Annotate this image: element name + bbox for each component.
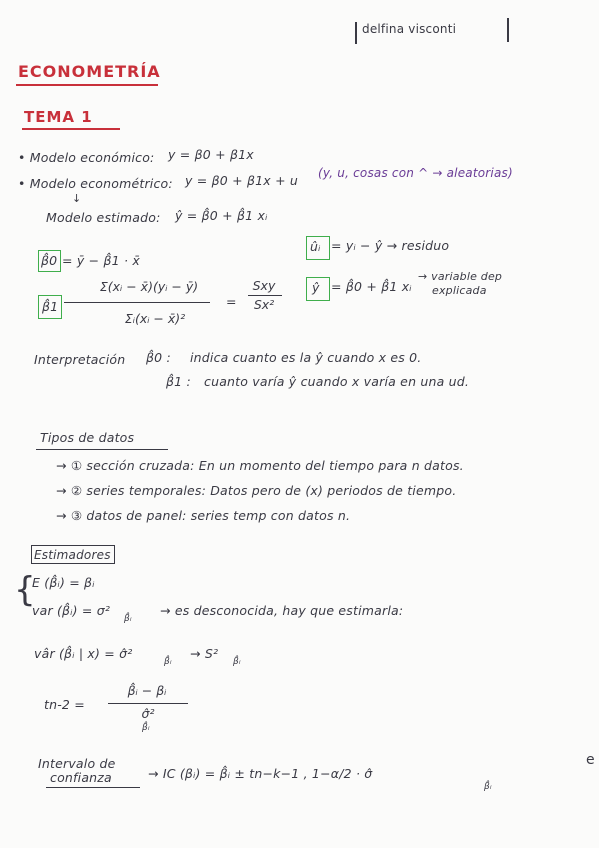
tipos-underline (36, 449, 168, 450)
b1-numerator: Σ(xᵢ − x̄)(yᵢ − ȳ) (99, 279, 199, 294)
author-bar-right (507, 18, 509, 42)
modelo-econometrico-label: • Modelo econométrico: (18, 176, 173, 191)
yhat-note-2: explicada (432, 284, 487, 297)
author-name: delfina visconti (362, 22, 457, 36)
estimadores-heading: Estimadores (34, 548, 111, 562)
variance-estimate-arrow-sub: β̂ᵢ (233, 657, 241, 667)
intervalo-formula-sub: β̂ᵢ (484, 782, 492, 792)
sxy-denominator: Sx² (253, 297, 275, 312)
expectation-line: E (β̂ᵢ) = βᵢ (32, 575, 95, 590)
b0-box-label: β̂0 (41, 253, 58, 268)
variance-estimate: vâr (β̂ᵢ | x) = σ̂² (34, 646, 133, 661)
b1-fraction-bar (64, 302, 210, 303)
tipos-item-3: → ③ datos de panel: series temp con datos n. (56, 508, 351, 523)
yhat-equation: = β̂0 + β̂1 xᵢ (331, 279, 412, 294)
variance-estimate-arrow: → S² (190, 646, 219, 661)
b0-equation: = ȳ − β̂1 · x̄ (62, 253, 140, 268)
modelo-economico-eq: y = β0 + β1x (168, 147, 254, 162)
u-box-label: ûᵢ (310, 239, 321, 254)
page-title: ECONOMETRÍA (18, 62, 161, 81)
t-statistic-bar (108, 703, 188, 704)
sxy-numerator: Sxy (252, 278, 276, 293)
yhat-note-1: → variable dep (418, 270, 503, 283)
yhat-box-label: ŷ (312, 280, 320, 295)
modelo-estimado-label: Modelo estimado: (46, 210, 161, 225)
curly-brace: { (14, 570, 36, 610)
variance-note: → es desconocida, hay que estimarla: (160, 603, 404, 618)
intervalo-label-1: Intervalo de (38, 756, 116, 771)
section-underline (22, 128, 120, 130)
b1-equals: = (226, 294, 237, 309)
tipos-item-2: → ② series temporales: Datos pero de (x) periodos de tiempo. (56, 483, 457, 498)
title-underline (16, 84, 158, 86)
tipos-item-1: → ① sección cruzada: En un momento del tiempo para n datos. (56, 458, 464, 473)
arrow-down: ↓ (72, 192, 82, 205)
estimadores-box (31, 545, 115, 564)
u-equation: = yᵢ − ŷ → residuo (331, 238, 450, 253)
t-statistic-denominator: σ̂² (141, 706, 155, 721)
intervalo-formula: → IC (βᵢ) = β̂ᵢ ± tn−k−1 , 1−α/2 · σ̂ (148, 766, 373, 781)
intervalo-label-2: confianza (50, 770, 112, 785)
modelo-estimado-eq: ŷ = β̂0 + β̂1 xᵢ (175, 208, 268, 223)
variance-estimate-sub: β̂ᵢ (164, 657, 172, 667)
modelo-economico-label: • Modelo económico: (18, 150, 155, 165)
intervalo-underline (46, 787, 140, 788)
section-title: TEMA 1 (24, 108, 93, 126)
interpretacion-b0-term: β̂0 : (146, 350, 171, 365)
tipos-heading: Tipos de datos (40, 430, 135, 445)
interpretacion-b1-term: β̂1 : (166, 374, 191, 389)
t-statistic-label: tn-2 = (44, 697, 85, 712)
modelo-econometrico-note: (y, u, cosas con ^ → aleatorias) (318, 166, 513, 180)
t-statistic-denominator-sub: β̂ᵢ (142, 723, 150, 733)
variance-line: var (β̂ᵢ) = σ² (32, 603, 111, 618)
t-statistic-numerator: β̂ᵢ − βᵢ (127, 683, 167, 698)
b1-box-label: β̂1 (42, 299, 59, 314)
b1-denominator: Σᵢ(xᵢ − x̄)² (124, 311, 186, 326)
interpretacion-b0-text: indica cuanto es la ŷ cuando x es 0. (190, 350, 422, 365)
author-bar-left (355, 22, 357, 44)
modelo-econometrico-eq: y = β0 + β1x + u (185, 173, 299, 188)
interpretacion-b1-text: cuanto varía ŷ cuando x varía en una ud. (204, 374, 470, 389)
variance-subscript: β̂ᵢ (124, 614, 132, 624)
margin-character: e (586, 752, 595, 768)
interpretacion-label: Interpretación (34, 352, 126, 367)
